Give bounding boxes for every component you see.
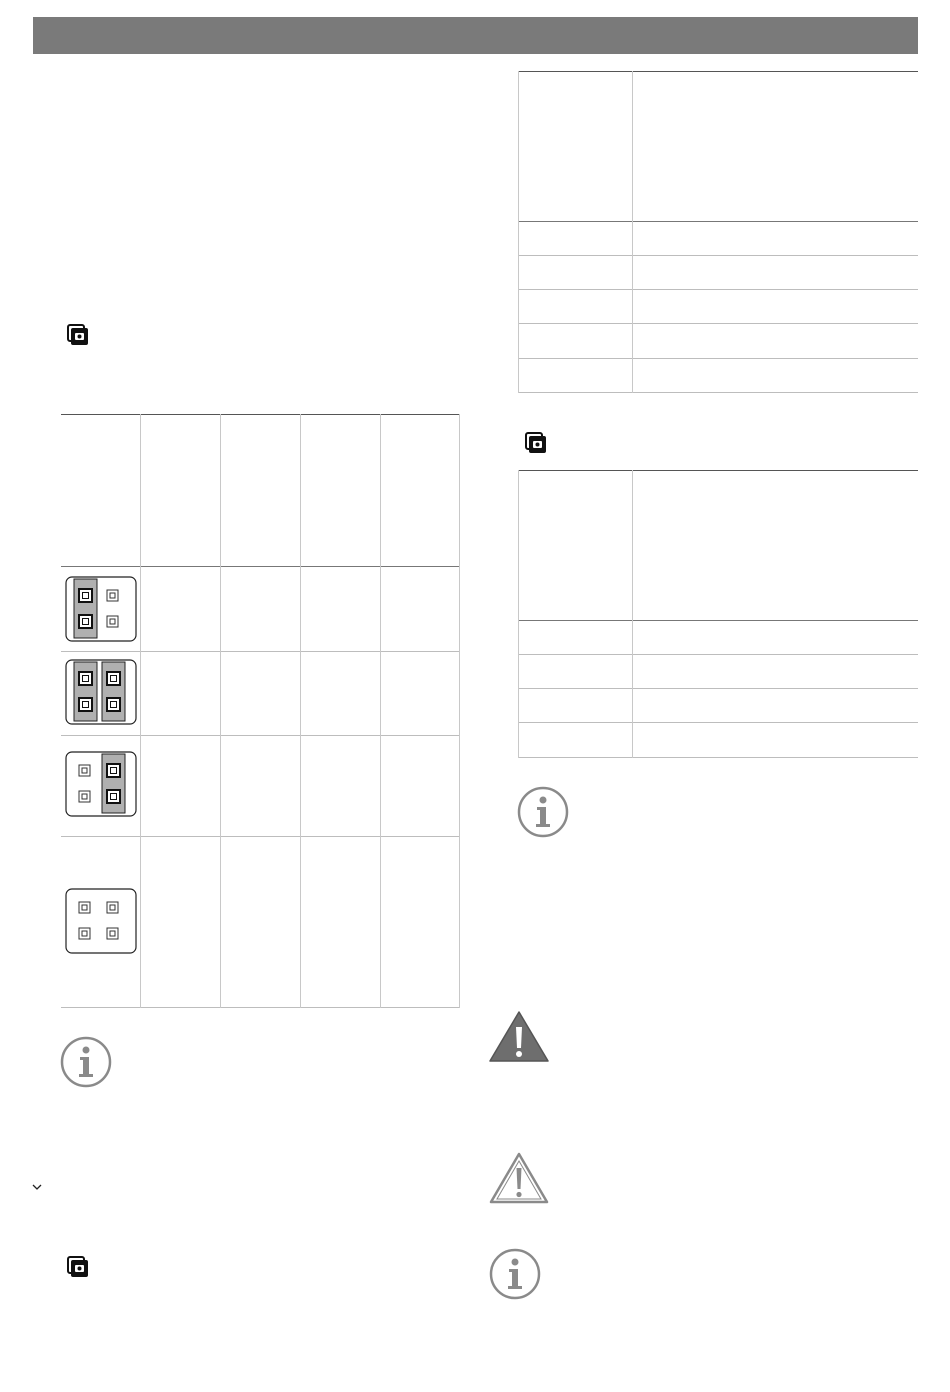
jumper-diagram-both-pairs	[65, 659, 137, 725]
right-table-2	[518, 470, 918, 758]
jumper-table	[61, 414, 460, 1008]
table-column-divider	[632, 71, 633, 393]
table-bottom-rule	[518, 757, 918, 758]
table-bottom-rule	[518, 392, 918, 393]
jumper-diagram-open	[65, 888, 137, 954]
table-column-divider	[518, 470, 519, 758]
table-top-rule	[518, 470, 918, 471]
header-bar	[33, 17, 918, 54]
camera-stack-icon	[67, 1256, 89, 1278]
table-bottom-rule	[61, 1007, 460, 1008]
table-column-divider	[300, 414, 301, 1008]
table-row-divider	[518, 654, 918, 655]
table-row-divider	[518, 722, 918, 723]
table-row-divider	[518, 289, 918, 290]
info-circle-icon	[489, 1248, 541, 1300]
camera-stack-icon	[67, 324, 89, 346]
table-row-divider	[61, 651, 460, 652]
caution-triangle-outline-icon	[488, 1151, 550, 1205]
table-row-divider	[518, 255, 918, 256]
warning-triangle-filled-icon	[488, 1010, 550, 1064]
table-column-divider	[380, 414, 381, 1008]
table-row-divider	[61, 735, 460, 736]
right-table-1	[518, 71, 918, 393]
table-top-rule	[61, 414, 460, 415]
info-circle-icon	[60, 1036, 112, 1088]
table-column-divider	[518, 71, 519, 393]
table-header-rule	[518, 620, 918, 621]
table-header-rule	[61, 566, 460, 567]
chevron-down-icon	[31, 1182, 43, 1192]
table-row-divider	[518, 358, 918, 359]
table-column-divider	[140, 414, 141, 1008]
table-row-divider	[518, 323, 918, 324]
table-row-divider	[518, 688, 918, 689]
jumper-diagram-left-pair	[65, 576, 137, 642]
table-top-rule	[518, 71, 918, 72]
table-header-rule	[518, 221, 918, 222]
table-column-divider	[632, 470, 633, 758]
jumper-diagram-right-pair	[65, 751, 137, 817]
info-circle-icon	[517, 786, 569, 838]
table-row-divider	[61, 836, 460, 837]
camera-stack-icon	[525, 432, 547, 454]
table-column-divider	[220, 414, 221, 1008]
table-column-divider	[459, 414, 460, 1008]
